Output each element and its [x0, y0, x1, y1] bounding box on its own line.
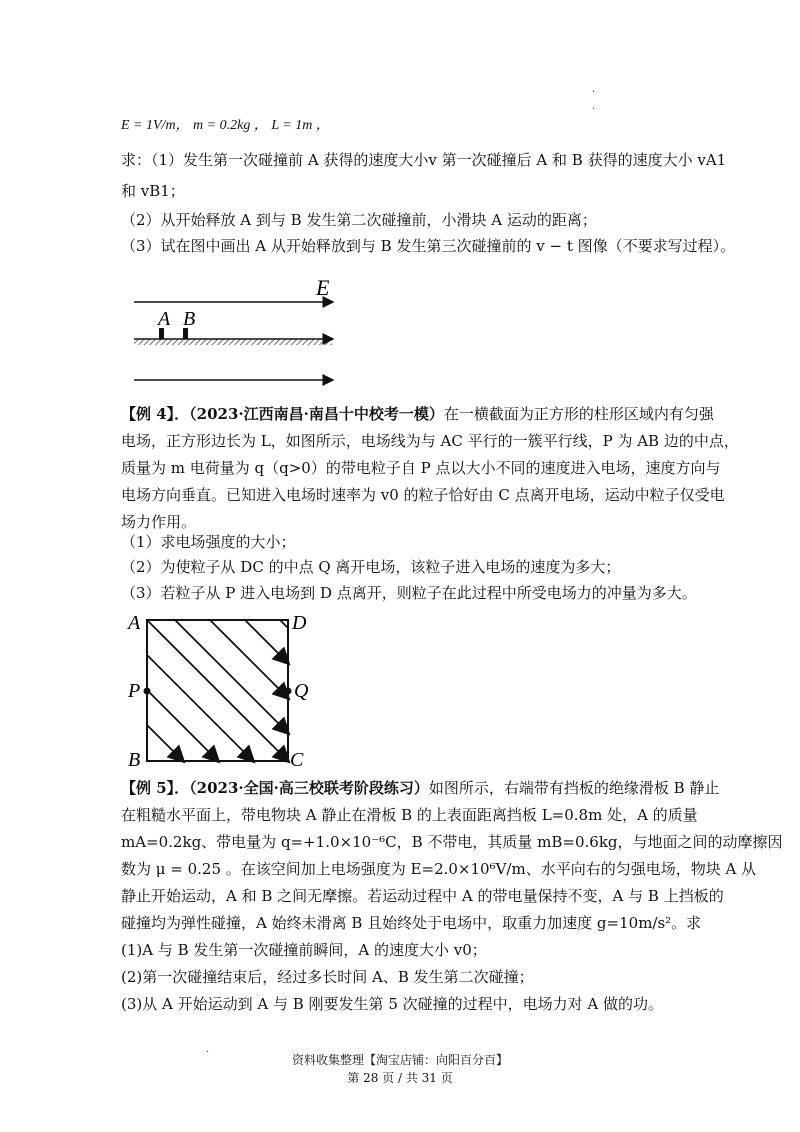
example-4-line: 场力作用。	[121, 513, 197, 531]
field-line	[210, 620, 288, 698]
example-4-line: 电场方向垂直。已知进入电场时速率为 v0 的粒子恰好由 C 点离开电场，运动中粒子仅受电	[121, 486, 725, 504]
page-number: 第 28 页 / 共 31 页	[347, 1071, 453, 1085]
example-5-line: 在粗糙水平面上，带电物块 A 静止在滑板 B 的上表面距离挡板 L=0.8m 处，A 的质量	[121, 806, 698, 824]
label-E: E	[316, 275, 330, 300]
example-5-first-line	[121, 778, 719, 798]
example-4-question-2: （2）为使粒子从 DC 的中点 Q 离开电场，该粒子进入电场的速度为多大；	[121, 558, 621, 576]
example-4-question-3: （3）若粒子从 P 进入电场到 D 点离开，则粒子在此过程中所受电场力的冲量为多大。	[121, 584, 697, 602]
question-2: （2）从开始释放 A 到与 B 发生第二次碰撞前，小滑块 A 运动的距离；	[121, 211, 597, 229]
label-A: A	[128, 612, 141, 634]
example-5-tag: 【例 5】．（2023·全国·高三校联考阶段练习）	[121, 779, 429, 797]
point-P	[144, 688, 151, 695]
field-figure-ab	[128, 270, 348, 390]
example-5-question-1: (1)A 与 B 发生第一次碰撞前瞬间，A 的速度大小 v0；	[121, 941, 487, 959]
example-4-question-1: （1）求电场强度的大小；	[121, 533, 296, 551]
example-4-line: 在一横截面为正方形的柱形区域内有匀强	[443, 405, 714, 423]
example-5-line: 碰撞均为弹性碰撞，A 始终未滑离 B 且始终处于电场中，取重力加速度 g=10m/s²。求	[121, 914, 702, 932]
given-values: E = 1V/m， m = 0.2kg ， L = 1m ，	[121, 118, 330, 133]
question-1-cont: 和 vB1；	[121, 182, 185, 200]
footer-source: 资料收集整理【淘宝店铺：向阳百分百】	[291, 1053, 508, 1067]
example-5-line: 静止开始运动，A 和 B 之间无摩擦。若运动过程中 A 的带电量保持不变，A 与 B 上挡板的	[121, 887, 724, 905]
field-line	[147, 725, 183, 761]
square-field-figure	[120, 605, 320, 770]
label-Q: Q	[294, 680, 309, 702]
label-B: B	[183, 308, 196, 330]
stray-dot: .	[592, 101, 596, 112]
label-P: P	[128, 680, 141, 702]
example-5-question-2: (2)第一次碰撞结束后，经过多长时间 A、B 发生第二次碰撞；	[121, 968, 534, 986]
point-Q	[285, 688, 292, 695]
example-4-line: 电场，正方形边长为 L，如图所示，电场线为与 AC 平行的一簇平行线，P 为 AB 边的中点，	[121, 432, 739, 450]
example-5-line: 如图所示，右端带有挡板的绝缘滑板 B 静止	[428, 779, 720, 797]
example-5-question-3: (3)从 A 开始运动到 A 与 B 刚要发生第 5 次碰撞的过程中，电场力对 A 做的功。	[121, 995, 663, 1013]
label-D: D	[292, 612, 307, 634]
field-line	[147, 655, 253, 761]
field-line	[147, 690, 218, 761]
example-5-line: 数为 μ = 0.25 。在该空间加上电场强度为 E=2.0×10⁶V/m、水平向右的匀强电场，物块 A 从	[121, 860, 757, 878]
example-4-tag: 【例 4】．（2023·江西南昌·南昌十中校考一模）	[121, 405, 444, 423]
label-A: A	[158, 308, 171, 330]
stray-dot: .	[592, 84, 596, 95]
label-C: C	[290, 749, 304, 770]
ground-hatch	[134, 339, 332, 345]
field-line	[245, 620, 288, 663]
field-line	[280, 620, 288, 628]
example-4-first-line	[121, 404, 714, 424]
question-1: 求：（1）发生第一次碰撞前 A 获得的速度大小v 第一次碰撞后 A 和 B 获得的速度大小 vA1	[121, 151, 727, 169]
label-B: B	[128, 749, 141, 770]
example-4-line: 质量为 m 电荷量为 q（q>0）的带电粒子自 P 点以大小不同的速度进入电场，速度方向与	[121, 459, 721, 477]
example-5-line: mA=0.2kg、带电量为 q=+1.0×10⁻⁶C，B 不带电，其质量 mB=0.6kg，与地面之间的动摩擦因	[121, 833, 783, 851]
field-line	[175, 620, 288, 733]
stray-dot: .	[206, 1044, 210, 1055]
question-3: （3）试在图中画出 A 从开始释放到与 B 发生第三次碰撞前的 v − t 图像（不要求写过程）。	[121, 237, 736, 255]
